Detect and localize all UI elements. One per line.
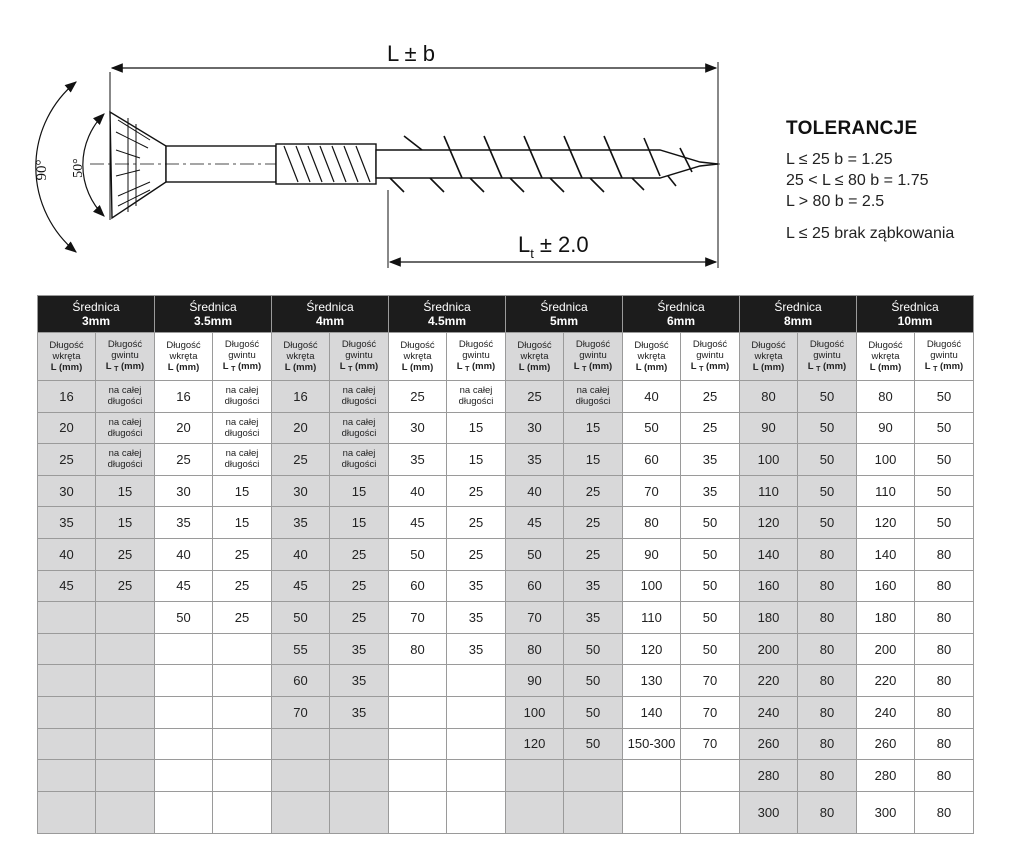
- thread-length-cell: 25: [330, 570, 389, 602]
- screw-length-cell: 220: [857, 665, 915, 697]
- screw-length-cell: 200: [740, 633, 798, 665]
- thread-length-cell: 15: [564, 444, 623, 476]
- thread-length-cell: 80: [915, 570, 974, 602]
- thread-length-cell: 50: [798, 381, 857, 413]
- screw-length-cell: 20: [155, 412, 213, 444]
- diameter-label: Średnica: [891, 300, 939, 314]
- thread-length-cell: 70: [681, 728, 740, 760]
- thread-length-cell: na całej długości: [213, 444, 272, 476]
- thread-length-cell: [330, 728, 389, 760]
- screw-length-cell: 30: [272, 475, 330, 507]
- thread-length-cell: na całej długości: [96, 381, 155, 413]
- screw-length-cell: 180: [740, 602, 798, 634]
- thread-length-cell: 80: [915, 602, 974, 634]
- thread-length-cell: [213, 728, 272, 760]
- diameter-header: [623, 296, 740, 333]
- screw-length-cell: [623, 791, 681, 833]
- table-row: [38, 728, 974, 760]
- thread-length-cell: 15: [213, 507, 272, 539]
- screw-length-cell: 90: [506, 665, 564, 697]
- screw-length-cell: 40: [272, 538, 330, 570]
- thread-length-cell: 25: [681, 381, 740, 413]
- screw-length-cell: 16: [272, 381, 330, 413]
- thread-length-cell: [213, 633, 272, 665]
- screw-length-cell: 140: [623, 696, 681, 728]
- thread-length-cell: [564, 760, 623, 792]
- thread-length-cell: [564, 791, 623, 833]
- thread-length-cell: 35: [564, 602, 623, 634]
- thread-length-cell: 35: [447, 633, 506, 665]
- thread-length-cell: 25: [564, 538, 623, 570]
- thread-length-cell: 15: [564, 412, 623, 444]
- thread-length-cell: 25: [447, 475, 506, 507]
- thread-length-header: Długość gwintu L $_T$ (mm): [96, 333, 155, 381]
- screw-length-cell: 300: [857, 791, 915, 833]
- thread-length-cell: 15: [96, 475, 155, 507]
- thread-length-cell: [213, 696, 272, 728]
- screw-length-cell: [38, 696, 96, 728]
- screw-length-cell: [155, 728, 213, 760]
- thread-length-cell: na całej długości: [564, 381, 623, 413]
- thread-length-cell: 35: [330, 633, 389, 665]
- thread-length-cell: 25: [447, 507, 506, 539]
- angle-90-label: 90°: [34, 159, 50, 181]
- thread-length-cell: 80: [798, 665, 857, 697]
- screw-length-cell: 80: [857, 381, 915, 413]
- screw-length-cell: 150-300: [623, 728, 681, 760]
- diameter-value: 3mm: [81, 314, 110, 328]
- screw-length-cell: 90: [623, 538, 681, 570]
- thread-length-cell: [330, 791, 389, 833]
- thread-length-cell: 15: [213, 475, 272, 507]
- thread-length-header: Długość gwintu L $_T$ (mm): [330, 333, 389, 381]
- screw-length-cell: [389, 728, 447, 760]
- screw-length-cell: 120: [740, 507, 798, 539]
- thread-length-cell: [96, 633, 155, 665]
- thread-length-cell: na całej długości: [330, 381, 389, 413]
- thread-length-cell: 25: [564, 475, 623, 507]
- angle-50-label: 50°: [71, 158, 86, 178]
- screw-length-cell: 80: [389, 633, 447, 665]
- screw-length-cell: 140: [740, 538, 798, 570]
- diameter-label: Średnica: [72, 300, 120, 314]
- screw-length-cell: 110: [857, 475, 915, 507]
- thread-length-cell: 80: [915, 538, 974, 570]
- table-row: [38, 507, 974, 539]
- thread-length-cell: 70: [681, 696, 740, 728]
- screw-length-cell: [389, 665, 447, 697]
- screw-length-cell: 40: [506, 475, 564, 507]
- table-row: [38, 602, 974, 634]
- screw-length-header: Długość wkręta L (mm): [506, 333, 564, 381]
- thread-length-cell: 80: [798, 760, 857, 792]
- thread-length-cell: [96, 696, 155, 728]
- diameter-header: [857, 296, 974, 333]
- thread-length-cell: 50: [915, 475, 974, 507]
- screw-length-cell: 50: [272, 602, 330, 634]
- screw-thread-body: [376, 150, 718, 178]
- thread-length-cell: na całej długości: [330, 412, 389, 444]
- screw-length-cell: 260: [740, 728, 798, 760]
- thread-length-cell: 50: [681, 570, 740, 602]
- thread-length-cell: na całej długości: [213, 412, 272, 444]
- tolerance-line: L > 80 b = 2.5: [786, 193, 885, 210]
- screw-length-cell: 70: [506, 602, 564, 634]
- screw-length-cell: [155, 633, 213, 665]
- thread-length-cell: 50: [681, 602, 740, 634]
- thread-length-cell: [447, 728, 506, 760]
- tolerance-line: 25 < L ≤ 80 b = 1.75: [786, 172, 929, 189]
- screw-length-cell: 20: [38, 412, 96, 444]
- screw-length-cell: 100: [506, 696, 564, 728]
- table-row: [38, 791, 974, 833]
- screw-length-cell: 50: [155, 602, 213, 634]
- thread-length-header: Długość gwintu L $_T$ (mm): [798, 333, 857, 381]
- thread-length-header: Długość gwintu L $_T$ (mm): [447, 333, 506, 381]
- screw-length-header: Długość wkręta L (mm): [740, 333, 798, 381]
- screw-length-cell: [506, 791, 564, 833]
- thread-length-cell: 35: [330, 665, 389, 697]
- screw-length-cell: 200: [857, 633, 915, 665]
- screw-length-cell: 45: [155, 570, 213, 602]
- screw-length-cell: 80: [740, 381, 798, 413]
- screw-length-cell: 100: [740, 444, 798, 476]
- screw-length-cell: 25: [38, 444, 96, 476]
- screw-length-cell: 35: [272, 507, 330, 539]
- table-row: [38, 696, 974, 728]
- screw-length-cell: 280: [740, 760, 798, 792]
- thread-length-cell: 15: [330, 475, 389, 507]
- screw-length-cell: 40: [155, 538, 213, 570]
- thread-label: $L_t \pm 2.0$: [518, 232, 589, 261]
- thread-length-cell: 80: [798, 696, 857, 728]
- thread-length-cell: 25: [213, 538, 272, 570]
- tolerances-panel: [786, 118, 954, 244]
- thread-length-cell: [447, 760, 506, 792]
- screw-length-cell: [623, 760, 681, 792]
- diameter-label: Średnica: [423, 300, 471, 314]
- screw-length-cell: [155, 696, 213, 728]
- screw-length-cell: 140: [857, 538, 915, 570]
- screw-length-cell: 40: [389, 475, 447, 507]
- screw-length-cell: 60: [389, 570, 447, 602]
- thread-length-cell: 35: [330, 696, 389, 728]
- thread-length-cell: 15: [330, 507, 389, 539]
- diameter-value: 5mm: [549, 314, 578, 328]
- screw-length-cell: [272, 728, 330, 760]
- screw-length-header: Długość wkręta L (mm): [857, 333, 915, 381]
- thread-length-cell: [96, 602, 155, 634]
- table-row: [38, 475, 974, 507]
- thread-length-cell: 35: [447, 570, 506, 602]
- thread-length-cell: 25: [330, 538, 389, 570]
- thread-length-cell: na całej długości: [447, 381, 506, 413]
- screw-length-cell: 80: [623, 507, 681, 539]
- screw-length-cell: [38, 633, 96, 665]
- thread-length-cell: 50: [798, 475, 857, 507]
- thread-length-cell: [96, 728, 155, 760]
- screw-length-cell: 40: [623, 381, 681, 413]
- screw-length-cell: 25: [155, 444, 213, 476]
- tolerances-title: TOLERANCJE: [786, 118, 918, 139]
- thread-length-cell: 25: [564, 507, 623, 539]
- thread-length-cell: 80: [798, 633, 857, 665]
- diameter-header: [155, 296, 272, 333]
- thread-length-cell: [447, 696, 506, 728]
- thread-length-cell: 25: [213, 570, 272, 602]
- diameter-value: 8mm: [783, 314, 812, 328]
- thread-length-cell: 80: [915, 760, 974, 792]
- screw-length-cell: 110: [623, 602, 681, 634]
- thread-length-cell: [96, 760, 155, 792]
- thread-length-cell: [447, 665, 506, 697]
- thread-length-cell: 15: [96, 507, 155, 539]
- thread-length-cell: na całej długości: [96, 412, 155, 444]
- tolerance-note: L ≤ 25 brak ząbkowania: [786, 225, 955, 242]
- screw-length-cell: 35: [389, 444, 447, 476]
- diameter-header: [740, 296, 857, 333]
- screw-length-cell: [38, 728, 96, 760]
- screw-length-cell: 30: [155, 475, 213, 507]
- screw-length-cell: [389, 760, 447, 792]
- diameter-value: 4mm: [315, 314, 344, 328]
- table-row: [38, 633, 974, 665]
- screw-length-cell: [155, 791, 213, 833]
- thread-length-cell: 80: [798, 538, 857, 570]
- table-row: [38, 570, 974, 602]
- screw-length-cell: [38, 602, 96, 634]
- screw-length-cell: 25: [389, 381, 447, 413]
- screw-length-cell: 30: [506, 412, 564, 444]
- screw-length-cell: 45: [272, 570, 330, 602]
- screw-length-cell: 35: [155, 507, 213, 539]
- screw-head: [110, 112, 166, 218]
- screw-length-cell: 300: [740, 791, 798, 833]
- screw-length-cell: 240: [857, 696, 915, 728]
- screw-length-cell: 60: [272, 665, 330, 697]
- screw-length-cell: [272, 760, 330, 792]
- screw-length-cell: 16: [155, 381, 213, 413]
- thread-length-cell: 50: [915, 507, 974, 539]
- diameter-label: Średnica: [540, 300, 588, 314]
- screw-length-cell: [155, 665, 213, 697]
- screw-length-cell: 60: [506, 570, 564, 602]
- thread-length-cell: 80: [798, 602, 857, 634]
- tolerance-line: L ≤ 25 b = 1.25: [786, 151, 893, 168]
- screw-length-cell: 160: [740, 570, 798, 602]
- thread-length-cell: [447, 791, 506, 833]
- thread-length-header: Długość gwintu L $_T$ (mm): [681, 333, 740, 381]
- screw-length-cell: 100: [857, 444, 915, 476]
- table-row: [38, 444, 974, 476]
- screw-length-header: Długość wkręta L (mm): [155, 333, 213, 381]
- diameter-label: Średnica: [657, 300, 705, 314]
- screw-length-cell: [155, 760, 213, 792]
- table-row: [38, 665, 974, 697]
- thread-length-cell: 25: [447, 538, 506, 570]
- diameter-value: 6mm: [666, 314, 695, 328]
- screw-length-cell: 70: [272, 696, 330, 728]
- thread-length-header: Długość gwintu L $_T$ (mm): [915, 333, 974, 381]
- screw-length-cell: 70: [389, 602, 447, 634]
- screw-length-cell: 100: [623, 570, 681, 602]
- screw-length-cell: 120: [623, 633, 681, 665]
- screw-length-cell: 70: [623, 475, 681, 507]
- thread-length-cell: 25: [96, 538, 155, 570]
- screw-length-cell: 45: [389, 507, 447, 539]
- thread-length-cell: [681, 791, 740, 833]
- thread-length-cell: 35: [681, 444, 740, 476]
- screw-length-cell: [506, 760, 564, 792]
- screw-length-cell: 260: [857, 728, 915, 760]
- screw-length-cell: 40: [38, 538, 96, 570]
- thread-length-cell: [96, 665, 155, 697]
- table-row: [38, 381, 974, 413]
- thread-length-cell: 80: [915, 728, 974, 760]
- screw-length-cell: [38, 791, 96, 833]
- thread-length-cell: [213, 665, 272, 697]
- thread-length-cell: [681, 760, 740, 792]
- diameter-value: 10mm: [897, 314, 933, 328]
- screw-length-cell: 220: [740, 665, 798, 697]
- screw-length-cell: 50: [623, 412, 681, 444]
- thread-length-cell: 50: [798, 507, 857, 539]
- screw-length-cell: 120: [857, 507, 915, 539]
- screw-length-cell: 45: [506, 507, 564, 539]
- screw-length-cell: 30: [38, 475, 96, 507]
- thread-length-cell: 50: [798, 444, 857, 476]
- diameter-header: [272, 296, 389, 333]
- thread-length-header: Długość gwintu L $_T$ (mm): [564, 333, 623, 381]
- diameter-value: 4.5mm: [427, 314, 467, 328]
- thread-length-cell: 50: [564, 633, 623, 665]
- thread-length-cell: 25: [213, 602, 272, 634]
- thread-length-cell: [330, 760, 389, 792]
- screw-length-cell: [38, 760, 96, 792]
- screw-length-cell: 25: [506, 381, 564, 413]
- screw-length-cell: 90: [740, 412, 798, 444]
- screw-length-header: Długość wkręta L (mm): [272, 333, 330, 381]
- screw-length-cell: 120: [506, 728, 564, 760]
- thread-length-cell: 50: [681, 538, 740, 570]
- thread-length-cell: 50: [564, 728, 623, 760]
- thread-length-cell: [213, 760, 272, 792]
- screw-length-cell: 45: [38, 570, 96, 602]
- diameter-header: [389, 296, 506, 333]
- thread-length-cell: 50: [564, 665, 623, 697]
- screw-length-header: Długość wkręta L (mm): [38, 333, 96, 381]
- thread-length-cell: 80: [915, 633, 974, 665]
- thread-length-cell: 50: [564, 696, 623, 728]
- screw-size-table: [37, 295, 974, 834]
- screw-length-cell: [38, 665, 96, 697]
- thread-length-cell: 50: [915, 412, 974, 444]
- diameter-label: Średnica: [189, 300, 237, 314]
- screw-length-cell: 50: [389, 538, 447, 570]
- screw-length-header: Długość wkręta L (mm): [623, 333, 681, 381]
- thread-length-cell: [96, 791, 155, 833]
- screw-length-cell: 55: [272, 633, 330, 665]
- screw-length-cell: 110: [740, 475, 798, 507]
- thread-length-cell: 35: [447, 602, 506, 634]
- thread-length-cell: 50: [681, 507, 740, 539]
- screw-length-cell: [389, 696, 447, 728]
- diameter-label: Średnica: [774, 300, 822, 314]
- table-row: [38, 538, 974, 570]
- diameter-header: [38, 296, 155, 333]
- thread-length-cell: 25: [681, 412, 740, 444]
- screw-length-cell: 80: [506, 633, 564, 665]
- screw-length-cell: [272, 791, 330, 833]
- screw-length-cell: 35: [506, 444, 564, 476]
- screw-length-cell: 50: [506, 538, 564, 570]
- thread-length-cell: 25: [330, 602, 389, 634]
- screw-length-cell: [389, 791, 447, 833]
- diameter-label: Średnica: [306, 300, 354, 314]
- screw-length-cell: 240: [740, 696, 798, 728]
- thread-length-cell: 25: [96, 570, 155, 602]
- screw-length-cell: 130: [623, 665, 681, 697]
- screw-length-cell: 25: [272, 444, 330, 476]
- thread-length-cell: 15: [447, 412, 506, 444]
- thread-length-cell: 50: [681, 633, 740, 665]
- table-row: [38, 412, 974, 444]
- screw-length-cell: 90: [857, 412, 915, 444]
- screw-length-cell: 16: [38, 381, 96, 413]
- screw-length-cell: 180: [857, 602, 915, 634]
- thread-length-cell: 80: [798, 570, 857, 602]
- screw-length-cell: 160: [857, 570, 915, 602]
- diameter-value: 3.5mm: [193, 314, 233, 328]
- screw-length-cell: 20: [272, 412, 330, 444]
- length-label: L ± b: [387, 41, 435, 66]
- screw-length-cell: 30: [389, 412, 447, 444]
- thread-length-cell: 35: [681, 475, 740, 507]
- thread-length-cell: 80: [915, 696, 974, 728]
- screw-length-cell: 35: [38, 507, 96, 539]
- thread-length-cell: 80: [798, 791, 857, 833]
- diameter-header: [506, 296, 623, 333]
- thread-length-cell: [213, 791, 272, 833]
- thread-length-header: Długość gwintu L $_T$ (mm): [213, 333, 272, 381]
- screw-length-header: Długość wkręta L (mm): [389, 333, 447, 381]
- thread-length-cell: 35: [564, 570, 623, 602]
- thread-length-cell: 80: [915, 665, 974, 697]
- thread-length-cell: 80: [915, 791, 974, 833]
- screw-length-cell: 280: [857, 760, 915, 792]
- thread-length-cell: 15: [447, 444, 506, 476]
- thread-length-cell: 80: [798, 728, 857, 760]
- thread-length-cell: 70: [681, 665, 740, 697]
- table-row: [38, 760, 974, 792]
- thread-length-cell: na całej długości: [330, 444, 389, 476]
- thread-length-cell: na całej długości: [213, 381, 272, 413]
- thread-length-cell: 50: [915, 381, 974, 413]
- thread-length-cell: 50: [915, 444, 974, 476]
- thread-length-cell: 50: [798, 412, 857, 444]
- screw-length-cell: 60: [623, 444, 681, 476]
- thread-length-cell: na całej długości: [96, 444, 155, 476]
